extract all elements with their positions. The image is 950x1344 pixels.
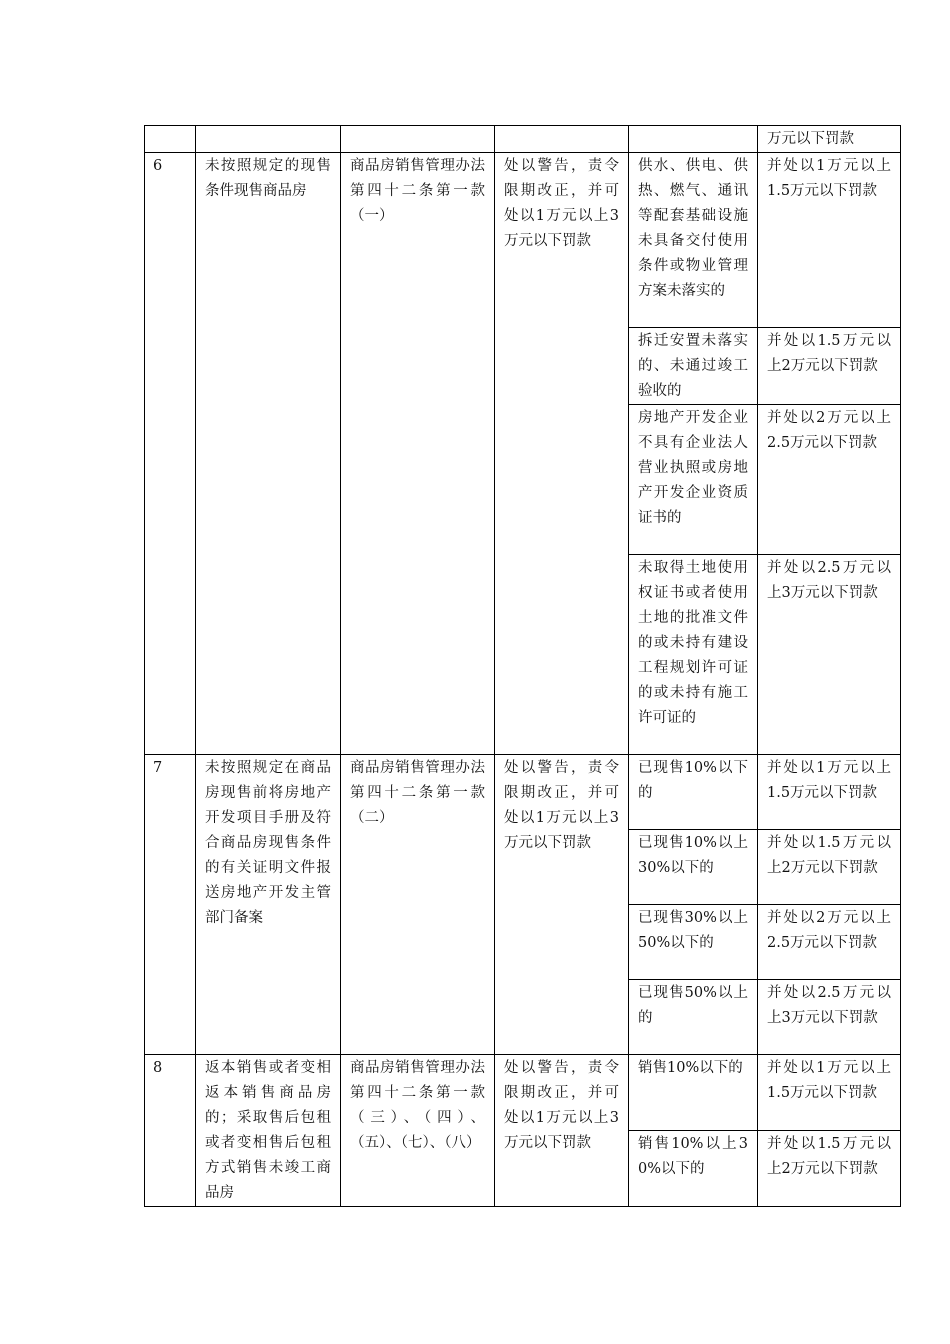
condition-cell: [629, 830, 758, 905]
table-cell: [629, 126, 758, 153]
penalty-cell: [758, 328, 901, 405]
table-cell: [341, 126, 495, 153]
condition-text: 已现售50%以上的: [638, 985, 748, 1026]
table-row-continuation: [145, 126, 901, 153]
condition-cell: [629, 755, 758, 830]
condition-cell: [629, 1131, 758, 1207]
condition-text: 已现售10%以上30%以下的: [638, 835, 748, 876]
penalty-text: 并处以1万元以上1.5万元以下罚款: [767, 760, 891, 801]
basis-cell: [341, 755, 495, 1055]
penalty-table: [144, 125, 901, 1207]
table-row: [145, 153, 901, 328]
penalty-text: 并处以2.5万元以上3万元以下罚款: [767, 985, 891, 1026]
penalty-text: 并处以1万元以上1.5万元以下罚款: [767, 158, 891, 199]
table-cell: [495, 126, 629, 153]
table-cell: [145, 126, 196, 153]
penalty-cell: [758, 1055, 901, 1131]
item-number: 6: [145, 153, 196, 755]
violation-text: 未按照规定在商品房现售前将房地产开发项目手册及符合商品房现售条件的有关证明文件报送房地产开发主管部门备案: [205, 760, 331, 926]
general-penalty-text: 处以警告，责令限期改正，并可处以1万元以上3万元以下罚款: [504, 760, 619, 851]
basis-text: 商品房销售管理办法第四十二条第一款（三）、（四）、（五）、（七）、（八）: [350, 1060, 485, 1151]
basis-cell: [341, 1055, 495, 1207]
condition-text: 未取得土地使用权证书或者使用土地的批准文件的或未持有建设工程规划许可证的或未持有施工许可证的: [638, 560, 748, 726]
violation-text: 返本销售或者变相返本销售商品房的；采取售后包租或者变相售后包租方式销售未竣工商品房: [205, 1060, 331, 1201]
penalty-cell: [758, 755, 901, 830]
penalty-text: 并处以1.5万元以上2万元以下罚款: [767, 835, 891, 876]
violation-cell: [196, 153, 341, 755]
condition-text: 房地产开发企业不具有企业法人营业执照或房地产开发企业资质证书的: [638, 410, 748, 526]
penalty-cell: [758, 405, 901, 555]
condition-cell: [629, 328, 758, 405]
table-row: [145, 755, 901, 830]
condition-cell: [629, 1055, 758, 1131]
penalty-text: 并处以1.5万元以上2万元以下罚款: [767, 1136, 891, 1177]
item-number: 7: [145, 755, 196, 1055]
basis-text: 商品房销售管理办法第四十二条第一款（二）: [350, 760, 485, 826]
item-number: 8: [145, 1055, 196, 1207]
penalty-cell: [758, 1131, 901, 1207]
condition-cell: [629, 405, 758, 555]
condition-cell: [629, 153, 758, 328]
penalty-cell: [758, 905, 901, 980]
condition-cell: [629, 905, 758, 980]
basis-text: 商品房销售管理办法第四十二条第一款（一）: [350, 158, 485, 224]
basis-cell: [341, 153, 495, 755]
condition-text: 销售10%以上30%以下的: [638, 1136, 748, 1177]
penalty-text: 并处以1.5万元以上2万元以下罚款: [767, 333, 891, 374]
condition-cell: [629, 555, 758, 755]
condition-cell: [629, 980, 758, 1055]
penalty-cell: [758, 555, 901, 755]
penalty-text: 并处以2.5万元以上3万元以下罚款: [767, 560, 891, 601]
condition-text: 销售10%以下的: [638, 1060, 743, 1076]
penalty-cell: [758, 153, 901, 328]
penalty-text: 并处以2万元以上2.5万元以下罚款: [767, 910, 891, 951]
general-penalty-text: 处以警告，责令限期改正，并可处以1万元以上3万元以下罚款: [504, 158, 619, 249]
condition-text: 已现售10%以下的: [638, 760, 748, 801]
penalty-cell: [758, 980, 901, 1055]
penalty-text: 并处以1万元以上1.5万元以下罚款: [767, 1060, 891, 1101]
general-penalty-text: 处以警告，责令限期改正，并可处以1万元以上3万元以下罚款: [504, 1060, 619, 1151]
violation-cell: [196, 755, 341, 1055]
penalty-cell: [758, 830, 901, 905]
violation-text: 未按照规定的现售条件现售商品房: [205, 158, 331, 199]
penalty-text: 万元以下罚款: [767, 131, 854, 147]
penalty-text: 并处以2万元以上2.5万元以下罚款: [767, 410, 891, 451]
condition-text: 已现售30%以上50%以下的: [638, 910, 748, 951]
condition-text: 供水、供电、供热、燃气、通讯等配套基础设施未具备交付使用条件或物业管理方案未落实的: [638, 158, 748, 299]
table-row: [145, 1055, 901, 1131]
general-penalty-cell: [495, 755, 629, 1055]
general-penalty-cell: [495, 1055, 629, 1207]
table-cell-penalty: [758, 126, 901, 153]
violation-cell: [196, 1055, 341, 1207]
table-cell: [196, 126, 341, 153]
general-penalty-cell: [495, 153, 629, 755]
condition-text: 拆迁安置未落实的、未通过竣工验收的: [638, 333, 748, 399]
